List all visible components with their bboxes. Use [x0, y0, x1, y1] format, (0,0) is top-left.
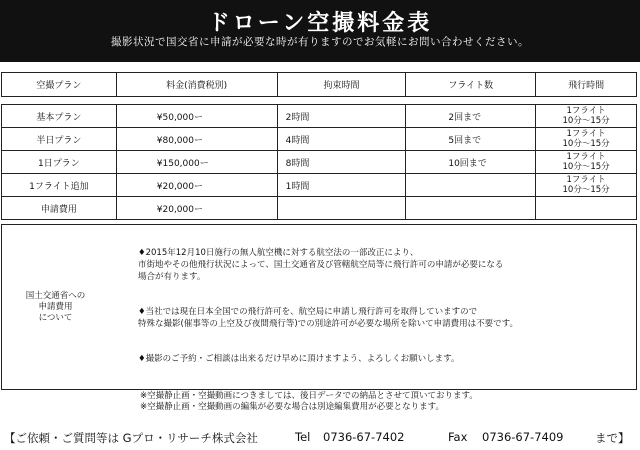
contact-suffix: まで】: [595, 431, 630, 445]
plan-flights: [406, 197, 536, 220]
plan-name: 申請費用: [2, 197, 117, 220]
plan-name: 半日プラン: [2, 128, 117, 151]
contact-line: [0, 428, 640, 448]
plan-name: 1フライト追加: [2, 174, 117, 197]
note-item: ♦撮影のご予約・ご相談は出来るだけ早めに頂けますよう、よろしくお願いします。: [138, 354, 460, 364]
page-header: [0, 0, 640, 62]
column-header-flight-time: 飛行時間: [536, 73, 637, 97]
footnote: ※空撮静止画・空撮動画の編集が必要な場合は別途編集費用が必要となります。: [140, 402, 444, 412]
tel-number: 0736-67-7402: [323, 430, 405, 444]
column-header-hours: 拘束時間: [277, 73, 406, 97]
table-row: [2, 197, 637, 220]
plan-name: 1日プラン: [2, 151, 117, 174]
table-row: [2, 151, 637, 174]
plan-hours: 2時間: [277, 105, 406, 128]
application-fee-notes: [1, 224, 637, 390]
price-table: [1, 72, 637, 220]
plan-flight-time: 1フライト 10分～15分: [536, 128, 637, 151]
table-gap-row: [2, 97, 637, 105]
column-header-flights: フライト数: [406, 73, 536, 97]
note-item: ♦2015年12月10日施行の無人航空機に対する航空法の一部改正により、 市街地やその他飛行状況によって、国土交通省及び管轄航空局等に飛行許可の申請が必要になる 場合が有ります。: [138, 248, 504, 282]
footnote: ※空撮静止画・空撮動画につきましては、後日データでの納品とさせて頂いております。: [140, 391, 478, 401]
fax-number: 0736-67-7409: [482, 430, 564, 444]
page-subtitle: 撮影状況で国交省に申請が必要な時が有りますのでお気軽にお問い合わせください。: [111, 36, 529, 48]
notes-label: 国土交通省への 申請費用 について: [25, 290, 86, 323]
plan-hours: 4時間: [277, 128, 406, 151]
plan-hours: 8時間: [277, 151, 406, 174]
plan-price: ¥150,000ー: [116, 151, 277, 174]
column-header-plan: 空撮プラン: [2, 73, 117, 97]
plan-hours: 1時間: [277, 174, 406, 197]
note-item: ♦当社では現在日本全国での飛行許可を、航空局に申請し飛行許可を取得していますので 特殊な撮影(催事等の上空及び夜間飛行等)での別途許可が必要な場所を除いて申請費用は不要です。: [138, 307, 518, 329]
plan-flights: 2回まで: [406, 105, 536, 128]
fax-label: Fax: [448, 430, 468, 444]
tel-label: Tel: [295, 430, 311, 444]
notes-body: [138, 247, 628, 365]
contact-company: 【ご依頼・ご質問等は Gプロ・リサーチ株式会社: [4, 431, 258, 445]
plan-flight-time: 1フライト 10分～15分: [536, 151, 637, 174]
plan-price: ¥20,000ー: [116, 174, 277, 197]
page-title: ドローン空撮料金表: [207, 11, 433, 36]
plan-price: ¥80,000ー: [116, 128, 277, 151]
plan-price: ¥50,000ー: [116, 105, 277, 128]
table-row: [2, 105, 637, 128]
plan-flight-time: [536, 197, 637, 220]
footnotes: [140, 391, 630, 413]
plan-name: 基本プラン: [2, 105, 117, 128]
table-header-row: [2, 73, 637, 97]
column-header-price: 料金(消費税別): [116, 73, 277, 97]
plan-flights: 5回まで: [406, 128, 536, 151]
plan-flight-time: 1フライト 10分～15分: [536, 105, 637, 128]
plan-hours: [277, 197, 406, 220]
table-row: [2, 174, 637, 197]
plan-flights: 10回まで: [406, 151, 536, 174]
plan-flights: [406, 174, 536, 197]
plan-price: ¥20,000ー: [116, 197, 277, 220]
table-row: [2, 128, 637, 151]
plan-flight-time: 1フライト 10分～15分: [536, 174, 637, 197]
